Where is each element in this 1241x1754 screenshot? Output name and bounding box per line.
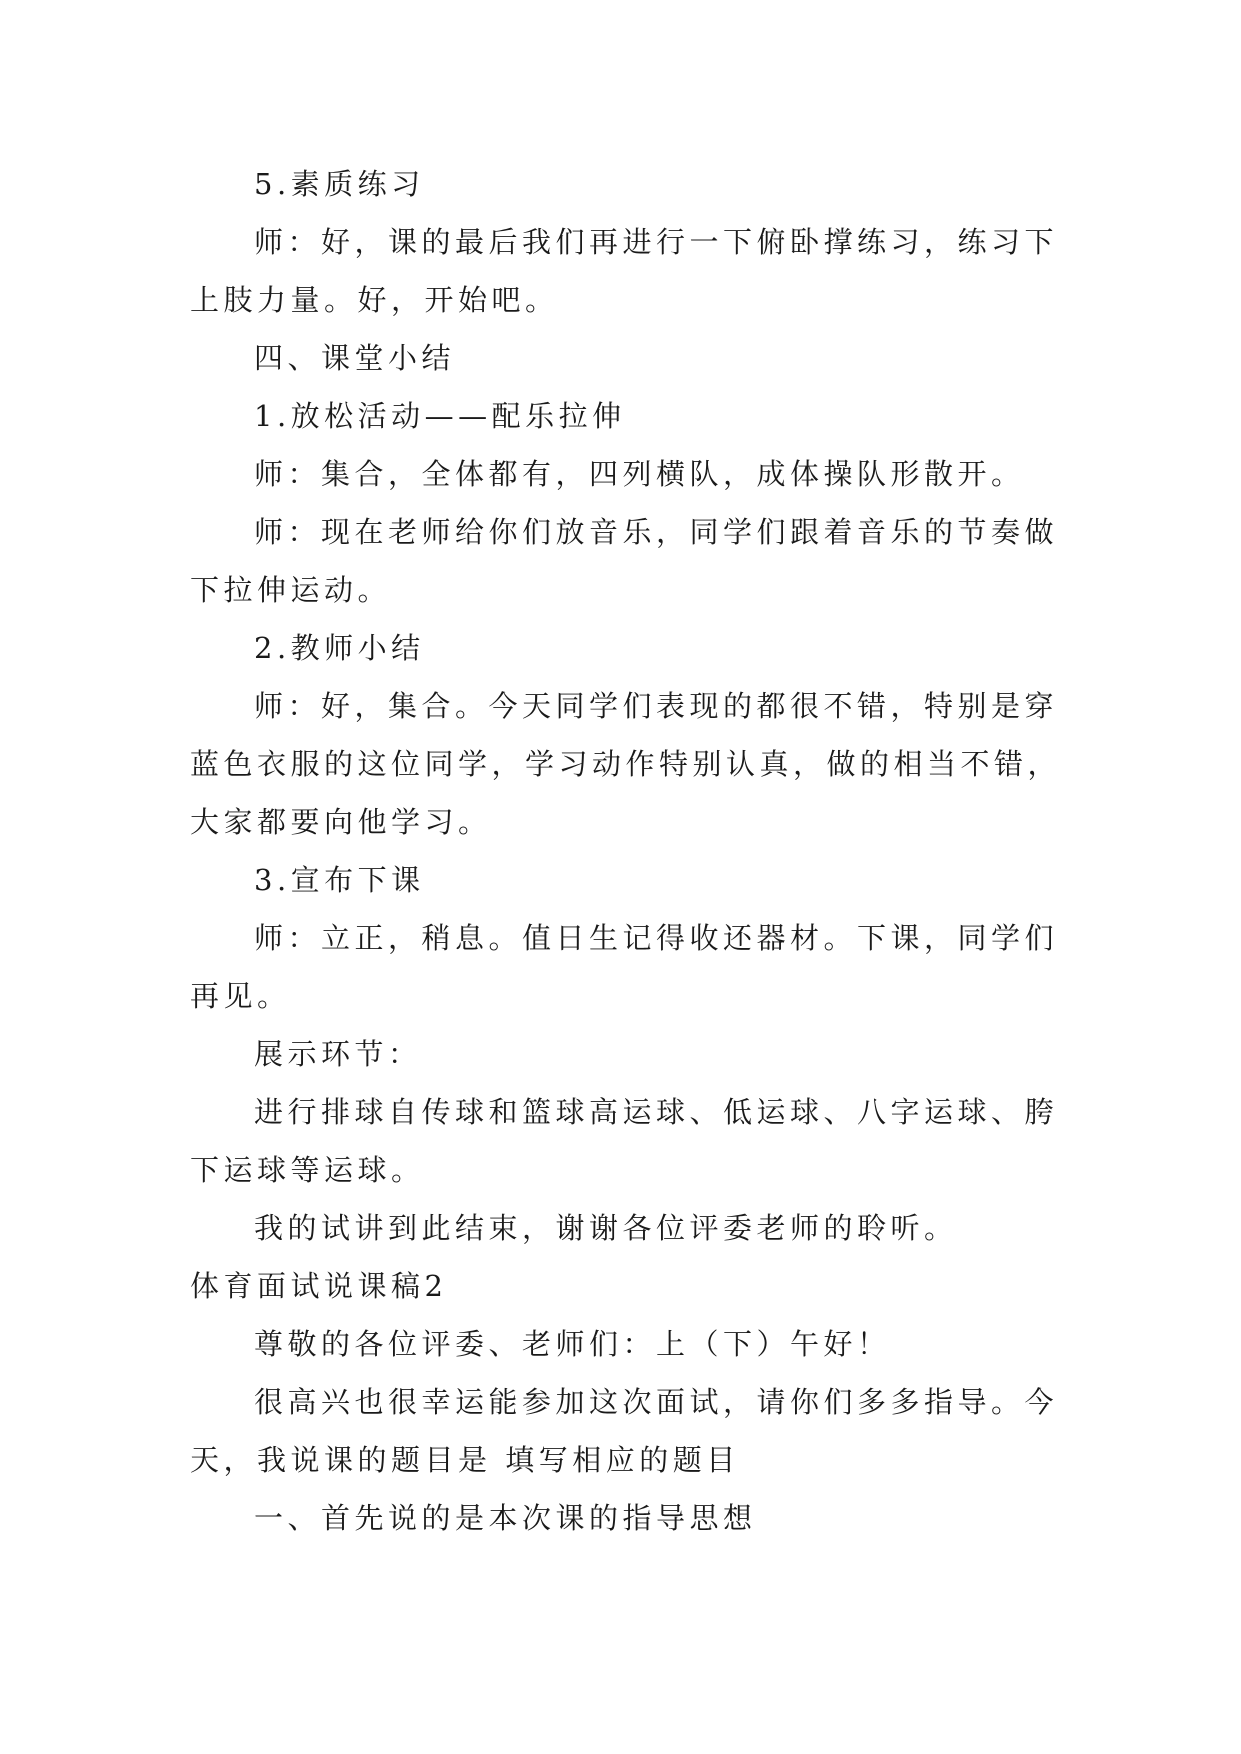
paragraph-heading: 2.教师小结	[254, 631, 425, 665]
paragraph-line: 上肢力量。好，开始吧。	[190, 283, 559, 317]
paragraph-line: 师：好，集合。今天同学们表现的都很不错，特别是穿	[254, 689, 1059, 723]
paragraph-heading: 5.素质练习	[254, 167, 425, 201]
section-heading: 四、课堂小结	[254, 341, 456, 375]
document-title: 体育面试说课稿2	[190, 1269, 448, 1303]
paragraph-line: 天，我说课的题目是 填写相应的题目	[190, 1443, 740, 1477]
paragraph-line: 师：现在老师给你们放音乐，同学们跟着音乐的节奏做	[254, 515, 1059, 549]
paragraph-line: 大家都要向他学习。	[190, 805, 492, 839]
paragraph-line: 尊敬的各位评委、老师们：上（下）午好！	[254, 1327, 891, 1361]
paragraph-line: 师：集合，全体都有，四列横队，成体操队形散开。	[254, 457, 1025, 491]
paragraph-line: 师：好，课的最后我们再进行一下俯卧撑练习，练习下	[254, 225, 1059, 259]
paragraph-line: 下运球等运球。	[190, 1153, 425, 1187]
section-heading: 一、首先说的是本次课的指导思想	[254, 1501, 757, 1535]
paragraph-line: 展示环节：	[254, 1037, 422, 1071]
paragraph-heading: 3.宣布下课	[254, 863, 425, 897]
paragraph-line: 再见。	[190, 979, 291, 1013]
paragraph-line: 师：立正，稍息。值日生记得收还器材。下课，同学们	[254, 921, 1059, 955]
paragraph-line: 进行排球自传球和篮球高运球、低运球、八字运球、胯	[254, 1095, 1059, 1129]
paragraph-line: 蓝色衣服的这位同学，学习动作特别认真，做的相当不错，	[190, 747, 1062, 781]
paragraph-line: 我的试讲到此结束，谢谢各位评委老师的聆听。	[254, 1211, 958, 1245]
paragraph-line: 很高兴也很幸运能参加这次面试，请你们多多指导。今	[254, 1385, 1059, 1419]
paragraph-line: 下拉伸运动。	[190, 573, 392, 607]
paragraph-heading: 1.放松活动——配乐拉伸	[254, 399, 626, 433]
